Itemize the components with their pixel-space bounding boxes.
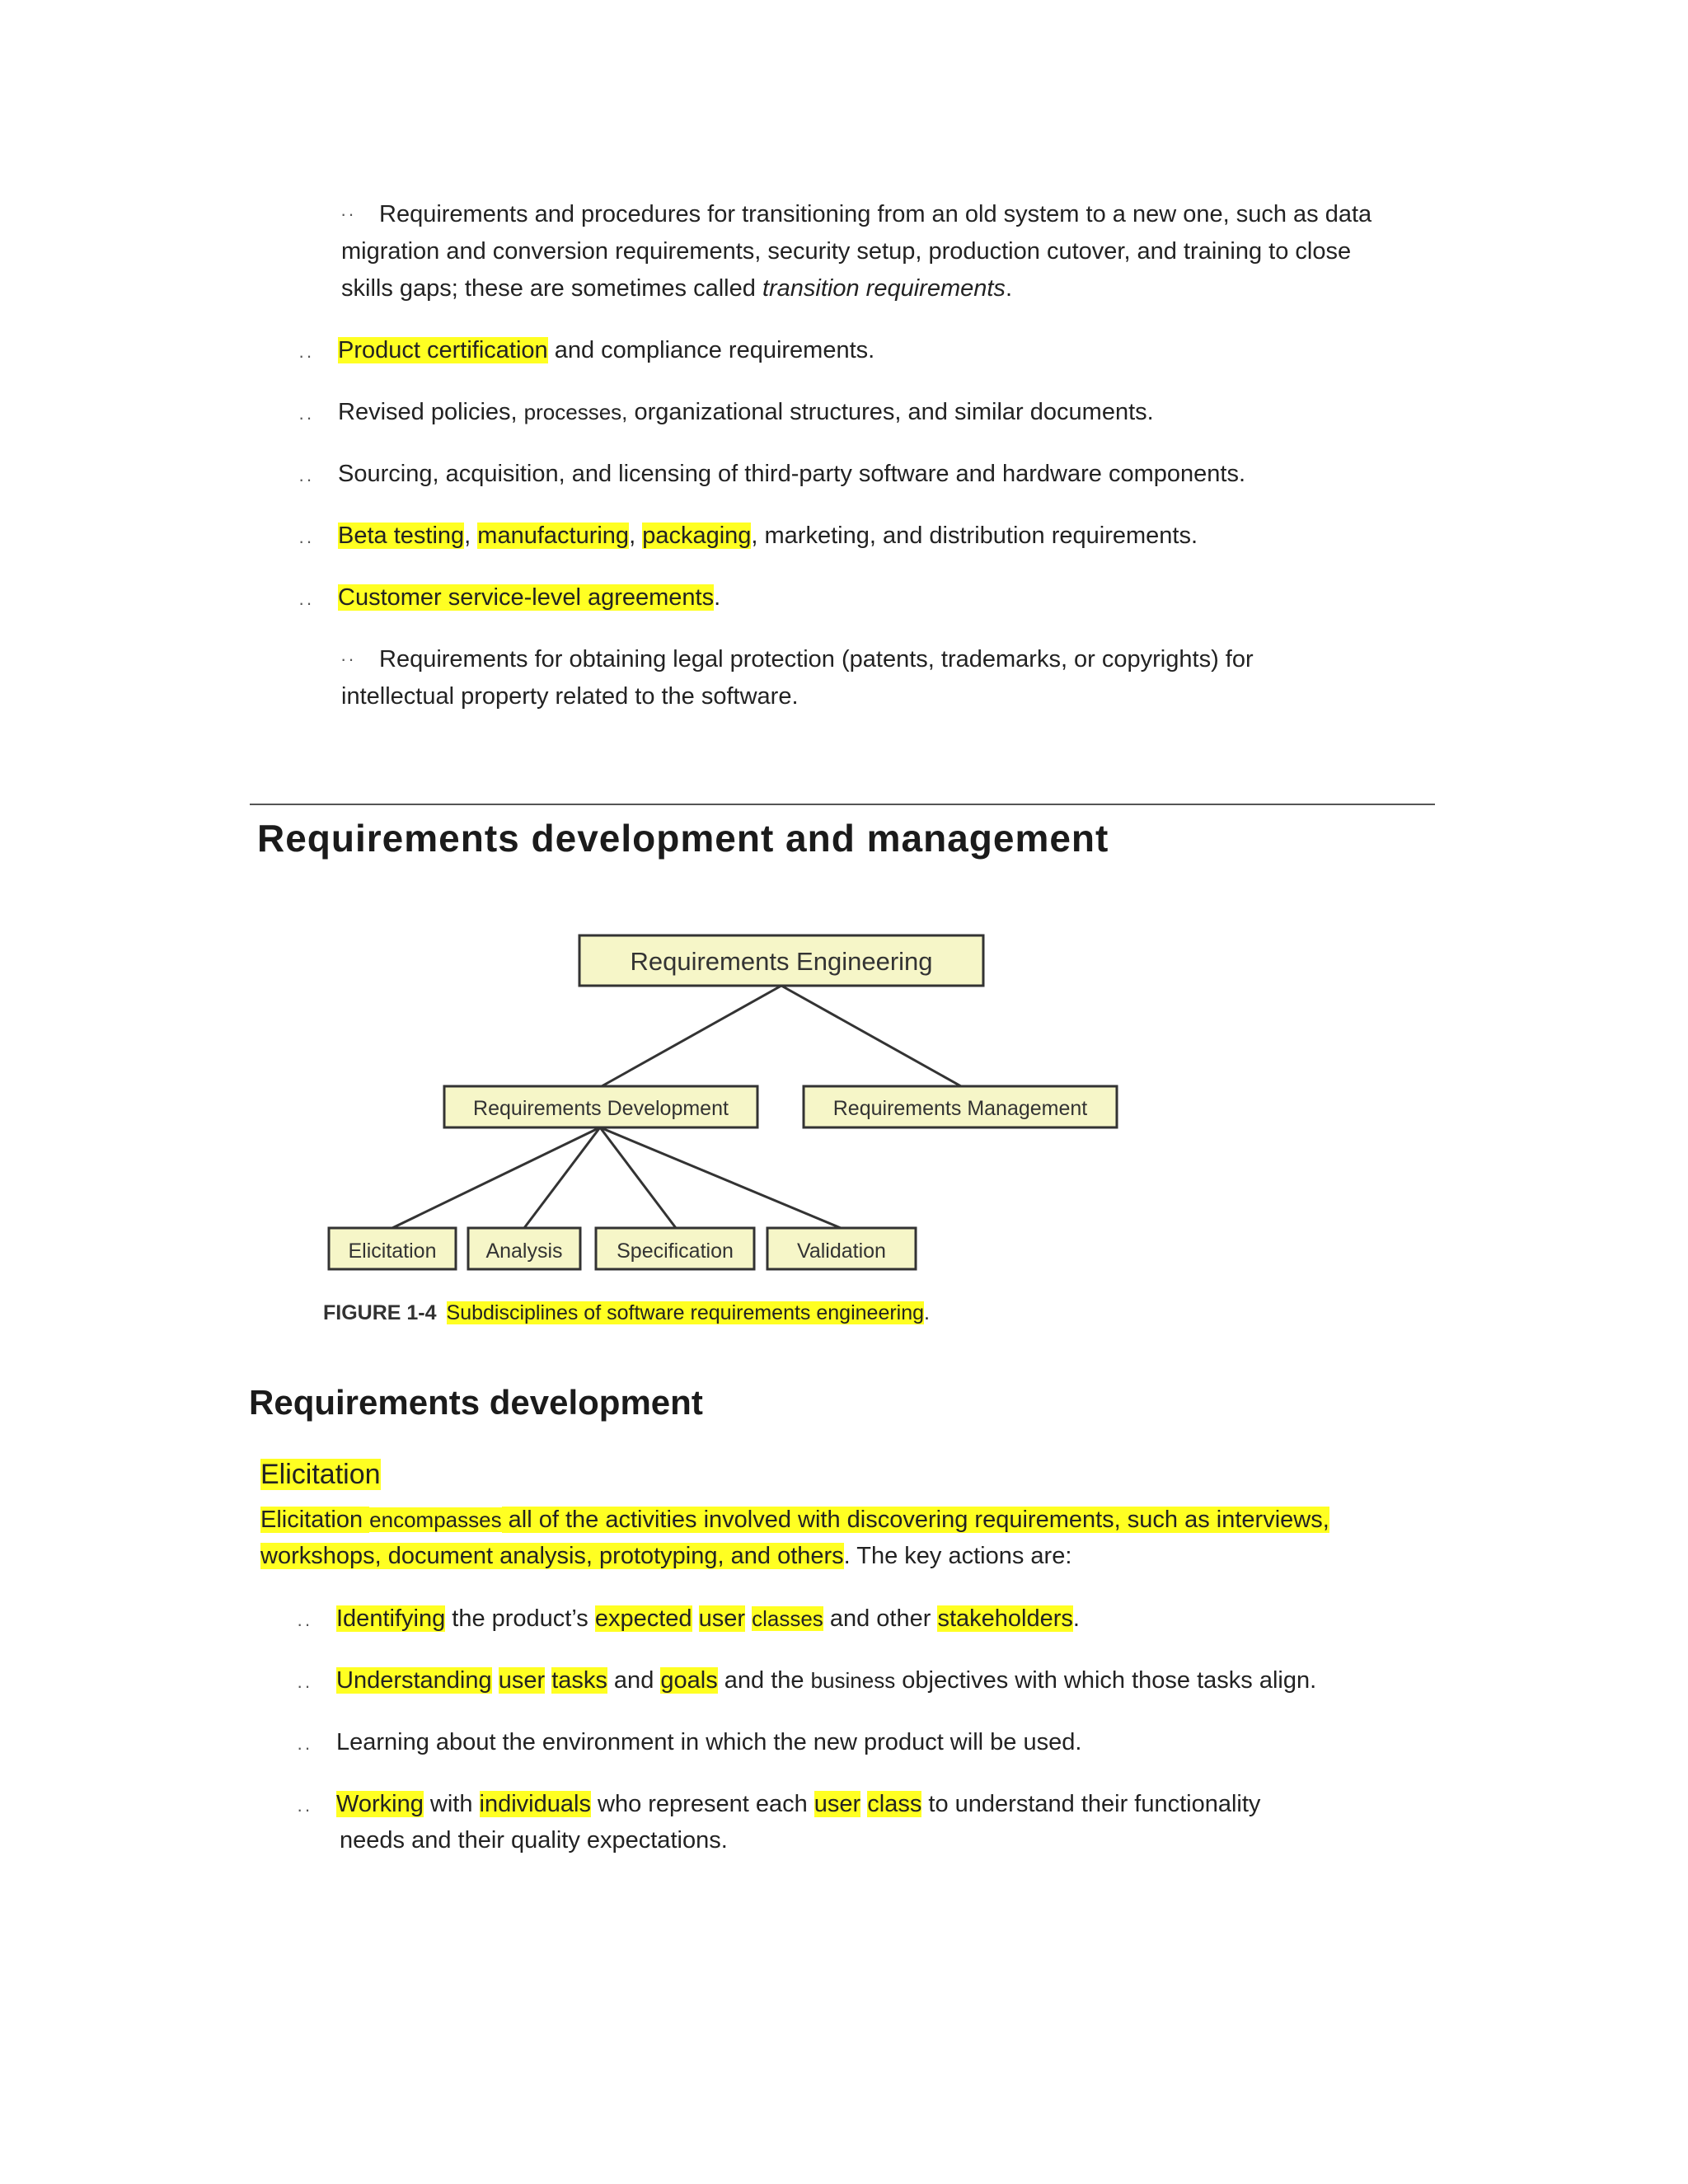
section-heading: Requirements development and management [257,817,1109,860]
text-run: . [924,1301,930,1324]
bullet-marker: ·· [297,1799,312,1820]
highlight: packaging [642,523,752,549]
text-run: organizational structures, and similar documents. [627,399,1154,425]
connector-line [781,986,961,1086]
diagram-node-development [444,1086,757,1127]
diagram-node-specification [596,1228,754,1269]
highlight: tasks [551,1667,607,1694]
text-run [492,1667,499,1694]
highlight: Product certification [338,337,548,363]
node-label: Specification [617,1240,734,1263]
highlight: workshops, document analysis, prototyping, and others [260,1543,844,1569]
diagram-node-analysis [468,1228,580,1269]
text-run: , marketing, and distribution requirements. [751,523,1198,549]
horizontal-rule [250,804,1435,805]
highlight: Identifying [336,1605,446,1632]
bullet-text [336,1786,1260,1823]
diagram-node-elicitation [329,1228,456,1269]
text-run: and other [823,1605,938,1632]
bullet-marker: ·· [340,204,356,224]
highlight: Elicitation [260,1507,370,1533]
connector-line [602,986,781,1086]
highlight: user [498,1667,546,1694]
bullet-text [338,332,874,369]
highlight: Subdisciplines [446,1301,579,1324]
node-label: Requirements Development [473,1097,729,1120]
paragraph-line: migration and conversion requirements, security setup, production cutover, and training to close [341,238,1352,265]
text-run [745,1605,752,1632]
bullet-marker: ·· [297,1737,312,1758]
text-run: and compliance requirements. [547,337,875,363]
diagram-node-management [804,1086,1117,1127]
highlight: all of the activities involved with discovering requirements, such as interviews, [501,1507,1329,1533]
text-run: objectives with which those tasks align. [895,1667,1317,1694]
paragraph-line [260,1502,1329,1539]
text-run: business [810,1668,896,1693]
text-run: . [1005,275,1012,302]
text-run: the product’s [445,1605,595,1632]
text-run: skills gaps; these are sometimes called [341,275,762,302]
subsection-heading: Requirements development [249,1383,703,1422]
highlight: of software requirements engineering [578,1301,925,1324]
bullet-marker: ·· [297,1614,312,1634]
bullet-marker: ·· [297,1675,312,1696]
text-run: to understand their functionality [921,1791,1261,1817]
highlight: Customer service-level agreements [338,584,715,611]
text-run: Revised policies, [338,399,524,425]
bullet-marker: ·· [298,593,314,613]
highlight: user [698,1605,746,1632]
text-run: processes, [523,400,628,424]
bullet-text [338,518,1198,555]
highlight: classes [752,1606,823,1631]
text-run: , [464,523,478,549]
text-run: . [714,584,721,611]
bullet-text: Sourcing, acquisition, and licensing of third-party software and hardware components. [338,461,1245,487]
bullet-text [336,1601,1080,1638]
highlight: class [867,1791,922,1817]
text-run: with [423,1791,480,1817]
caption-label: FIGURE 1-4 [323,1301,437,1324]
paragraph-line: intellectual property related to the software. [341,683,799,710]
highlight: stakeholders [937,1605,1073,1632]
diagram-node-root [579,935,983,986]
elicitation-heading [260,1454,381,1495]
text-run: . The key actions are: [843,1543,1072,1569]
italic-term: transition requirements [762,275,1006,302]
connector-line [600,1127,841,1228]
bullet-text [338,579,720,616]
bullet-marker: ·· [298,345,314,366]
bullet-marker: ·· [298,407,314,428]
node-label: Elicitation [348,1240,437,1263]
highlight: Elicitation [260,1459,381,1490]
bullet-marker: ·· [340,649,356,669]
text-run: who represent each [590,1791,814,1817]
text-run: . [1072,1605,1080,1632]
node-label: Validation [797,1240,886,1263]
requirements-engineering-diagram [313,915,1137,1286]
paragraph-line: Requirements and procedures for transitioning from an old system to a new one, such as data [379,201,1372,227]
node-label: Requirements Engineering [630,947,933,976]
bullet-marker: ·· [298,531,314,551]
text-run: and [607,1667,661,1694]
bullet-text: Learning about the environment in which the new product will be used. [336,1729,1082,1755]
diagram-node-validation [767,1228,916,1269]
highlight: individuals [479,1791,591,1817]
paragraph-line: Requirements for obtaining legal protection (patents, trademarks, or copyrights) for [379,646,1254,673]
bullet-text-continuation: needs and their quality expectations. [340,1827,728,1854]
bullet-text [336,1662,1316,1699]
highlight: Understanding [336,1667,492,1694]
highlight: encompasses [369,1507,502,1532]
paragraph-line [260,1538,1071,1575]
text-run: and the [717,1667,811,1694]
figure-caption [323,1297,930,1329]
connector-line [524,1127,600,1228]
highlight: manufacturing [477,523,630,549]
node-label: Requirements Management [832,1097,1088,1120]
paragraph-line [341,270,1012,307]
text-run [545,1667,551,1694]
node-label: Analysis [485,1240,563,1263]
highlight: Working [336,1791,424,1817]
bullet-text [338,394,1154,431]
text-run: , [629,523,643,549]
highlight: Beta testing [338,523,465,549]
highlight: user [814,1791,861,1817]
connector-line [392,1127,600,1228]
text-run [692,1605,699,1632]
highlight: expected [594,1605,692,1632]
bullet-marker: ·· [298,469,314,490]
highlight: goals [660,1667,718,1694]
